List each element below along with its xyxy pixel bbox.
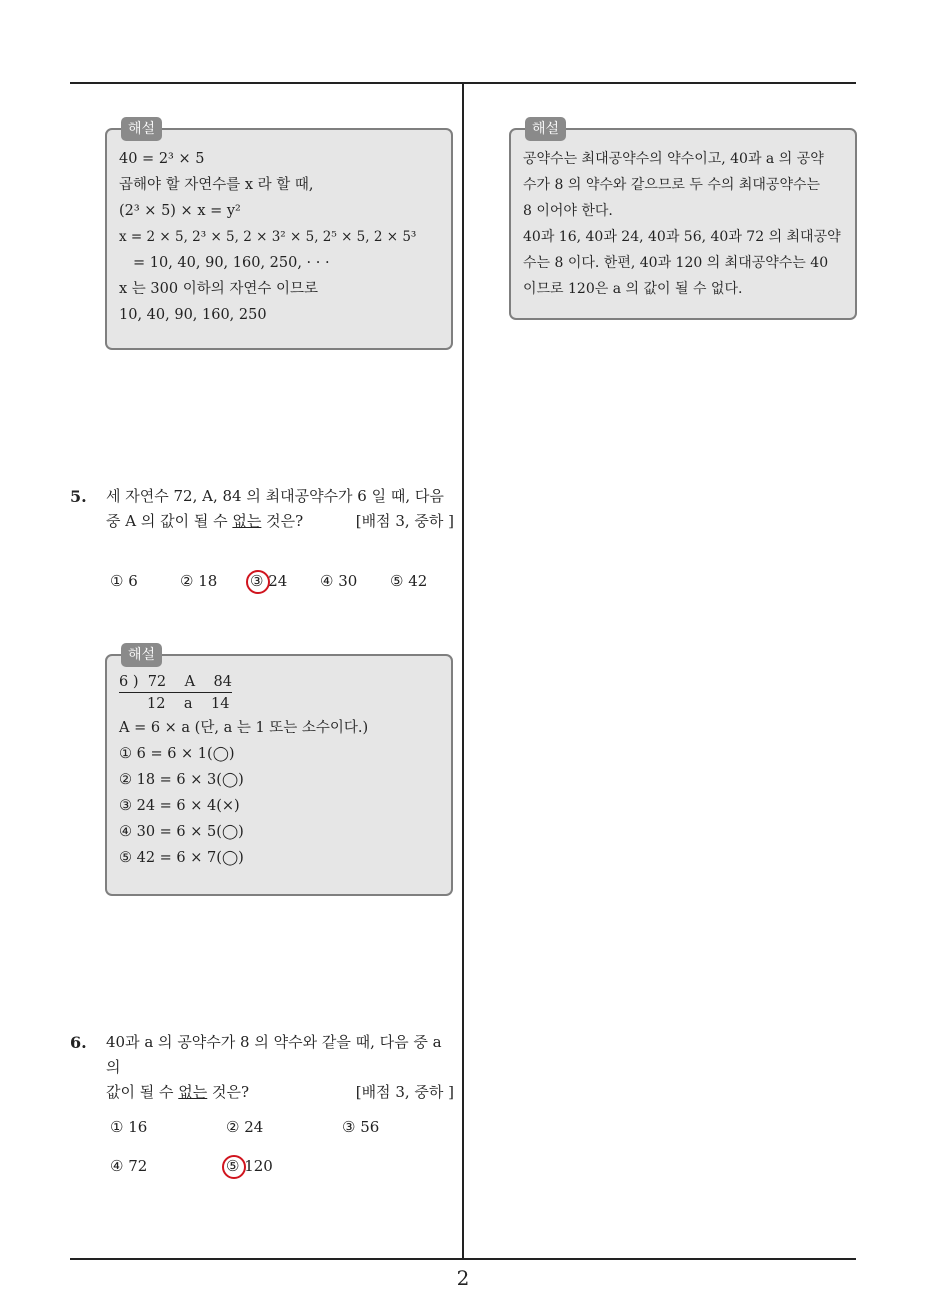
page-number: 2 (456, 1266, 470, 1290)
question-6 (70, 1030, 454, 1105)
solution-line: 10, 40, 90, 160, 250 (119, 307, 267, 323)
question-line: 40과 a 의 공약수가 8 의 약수와 같을 때, 다음 중 a 의 (106, 1033, 442, 1076)
option-2[interactable]: ② 24 (226, 1118, 264, 1136)
option-5[interactable]: ⑤ 120 (226, 1157, 273, 1175)
solution-line: ⑤ 42 = 6 × 7(◯) (119, 850, 244, 866)
solution-line: ① 6 = 6 × 1(◯) (119, 746, 235, 762)
points-label: [배점 3, 중하 ] (355, 512, 454, 530)
option-3[interactable]: ③ 24 (250, 572, 288, 590)
option-4[interactable]: ④ 30 (320, 572, 358, 590)
emphasis-underline: 없는 (232, 512, 262, 530)
question-number: 5. (70, 487, 87, 506)
question-5 (70, 484, 454, 534)
solution-box-q4 (105, 121, 453, 350)
question-line: 중 A 의 값이 될 수 없는 것은? [배점 3, 중하 ] (106, 509, 454, 534)
solution-line: ③ 24 = 6 × 4(×) (119, 798, 240, 814)
option-5[interactable]: ⑤ 42 (390, 572, 428, 590)
solution-line: x = 2 × 5, 2³ × 5, 2 × 3² × 5, 2⁵ × 5, 2 × 5³ (119, 229, 417, 245)
solution-line: 8 이어야 한다. (523, 203, 613, 219)
solution-line: A = 6 × a (단, a 는 1 또는 소수이다.) (119, 720, 369, 736)
solution-box-q6 (509, 121, 857, 320)
solution-line: = 10, 40, 90, 160, 250, · · · (133, 255, 330, 271)
solution-tag: 해설 (121, 643, 162, 667)
solution-box-q5 (105, 647, 453, 896)
solution-line: 공약수는 최대공약수의 약수이고, 40과 a 의 공약 (523, 151, 824, 167)
solution-tag: 해설 (121, 117, 162, 141)
column-divider (462, 82, 464, 1260)
bottom-rule (70, 1258, 856, 1260)
emphasis-underline: 없는 (178, 1083, 208, 1101)
answer-mark-circle (246, 570, 270, 594)
question-number: 6. (70, 1033, 87, 1052)
solution-line: 곱해야 할 자연수를 x 라 할 때, (119, 177, 314, 193)
option-1[interactable]: ① 6 (110, 572, 138, 590)
option-2[interactable]: ② 18 (180, 572, 218, 590)
option-3[interactable]: ③ 56 (342, 1118, 380, 1136)
solution-line: ④ 30 = 6 × 5(◯) (119, 824, 244, 840)
question-text (106, 484, 454, 534)
solution-line: ② 18 = 6 × 3(◯) (119, 772, 244, 788)
solution-tag: 해설 (525, 117, 566, 141)
option-1[interactable]: ① 16 (110, 1118, 148, 1136)
question-line: 세 자연수 72, A, 84 의 최대공약수가 6 일 때, 다음 (106, 487, 444, 505)
solution-line: x 는 300 이하의 자연수 이므로 (119, 281, 318, 297)
solution-line: (2³ × 5) × x = y² (119, 203, 241, 219)
option-4[interactable]: ④ 72 (110, 1157, 148, 1175)
points-label: [배점 3, 중하 ] (355, 1083, 454, 1101)
question-line: 값이 될 수 없는 것은? [배점 3, 중하 ] (106, 1080, 454, 1105)
solution-line: 이므로 120은 a 의 값이 될 수 없다. (523, 281, 743, 297)
division-row-1: 6 ) 72 A 84 (119, 672, 439, 693)
solution-line: 40과 16, 40과 24, 40과 56, 40과 72 의 최대공약 (523, 229, 841, 245)
solution-line: 수가 8 의 약수와 같으므로 두 수의 최대공약수는 (523, 177, 821, 193)
answer-mark-circle (222, 1155, 246, 1179)
solution-line: 수는 8 이다. 한편, 40과 120 의 최대공약수는 40 (523, 255, 829, 271)
solution-line: 40 = 2³ × 5 (119, 151, 205, 167)
question-text (106, 1030, 454, 1105)
division-row-2: 12 a 14 (147, 696, 230, 712)
